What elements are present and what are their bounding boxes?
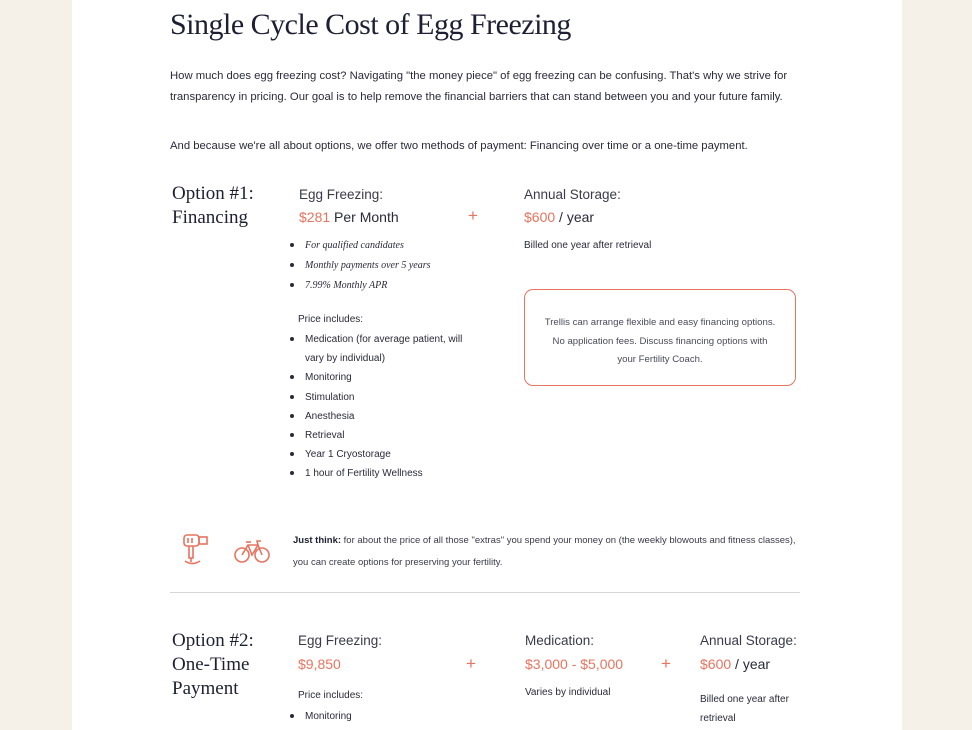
list-item: Monitoring bbox=[290, 368, 480, 387]
option2-medication-heading: Medication: bbox=[525, 633, 595, 648]
plus-icon: + bbox=[661, 654, 671, 673]
list-item: Monitoring bbox=[290, 707, 352, 726]
intro-paragraph: How much does egg freezing cost? Navigating "the money piece" of egg freezing can be confusing. That's why we strive for transparency in pricing. Our goal is to help remove the financial barriers that can stand between you and your future family. bbox=[170, 70, 788, 103]
list-item: Stimulation bbox=[290, 388, 480, 407]
plus-icon: + bbox=[466, 654, 476, 673]
financing-callout: Trellis can arrange flexible and easy financing options. No application fees. Discuss financing options with your Fertility Coach. bbox=[524, 289, 796, 386]
option2-includes-label: Price includes: bbox=[298, 690, 364, 701]
option1-title: Option #1: Financing bbox=[172, 183, 254, 228]
option2-storage-heading: Annual Storage: bbox=[700, 633, 797, 648]
section-divider bbox=[170, 592, 800, 593]
option1-egg-price: $281 Per Month bbox=[299, 209, 399, 225]
page-title: Single Cycle Cost of Egg Freezing bbox=[170, 8, 571, 41]
pricing-page bbox=[72, 0, 902, 730]
list-item: 7.99% Monthly APR bbox=[290, 276, 431, 296]
list-item: For qualified candidates bbox=[290, 236, 431, 256]
list-item: Anesthesia bbox=[290, 407, 480, 426]
bicycle-icon bbox=[234, 538, 270, 569]
list-item: 1 hour of Fertility Wellness bbox=[290, 464, 480, 483]
just-think-note: Just think: for about the price of all those "extras" you spend your money on (the weekly blowouts and fitness classes), you can create options for preserving your fertility. bbox=[293, 535, 796, 568]
option1-includes-list bbox=[290, 330, 480, 484]
option2-medication-note: Varies by individual bbox=[525, 687, 611, 698]
list-item: Year 1 Cryostorage bbox=[290, 445, 480, 464]
option2-egg-price: $9,850 bbox=[298, 656, 341, 672]
option2-medication-price: $3,000 - $5,000 bbox=[525, 656, 624, 672]
option1-includes-label: Price includes: bbox=[298, 314, 364, 325]
list-item: Monthly payments over 5 years bbox=[290, 256, 431, 276]
option1-terms-list bbox=[290, 236, 431, 296]
list-item: Medication (for average patient, will vary by individual) bbox=[290, 330, 480, 368]
plus-icon: + bbox=[468, 206, 478, 225]
option1-egg-heading: Egg Freezing: bbox=[299, 187, 384, 202]
option2-storage-note: Billed one year after retrieval bbox=[700, 694, 789, 724]
hair-dryer-icon bbox=[180, 532, 210, 573]
payment-methods-paragraph: And because we're all about options, we offer two methods of payment: Financing over time or a one-time payment. bbox=[170, 140, 748, 152]
option2-storage-price: $600 / year bbox=[700, 656, 771, 672]
option2-egg-heading: Egg Freezing: bbox=[298, 633, 383, 648]
option1-storage-price: $600 / year bbox=[524, 209, 595, 225]
option2-includes-list bbox=[290, 707, 352, 726]
option1-storage-note: Billed one year after retrieval bbox=[524, 240, 652, 251]
list-item: Retrieval bbox=[290, 426, 480, 445]
option2-title: Option #2: One-Time Payment bbox=[172, 630, 254, 699]
option1-storage-heading: Annual Storage: bbox=[524, 187, 621, 202]
